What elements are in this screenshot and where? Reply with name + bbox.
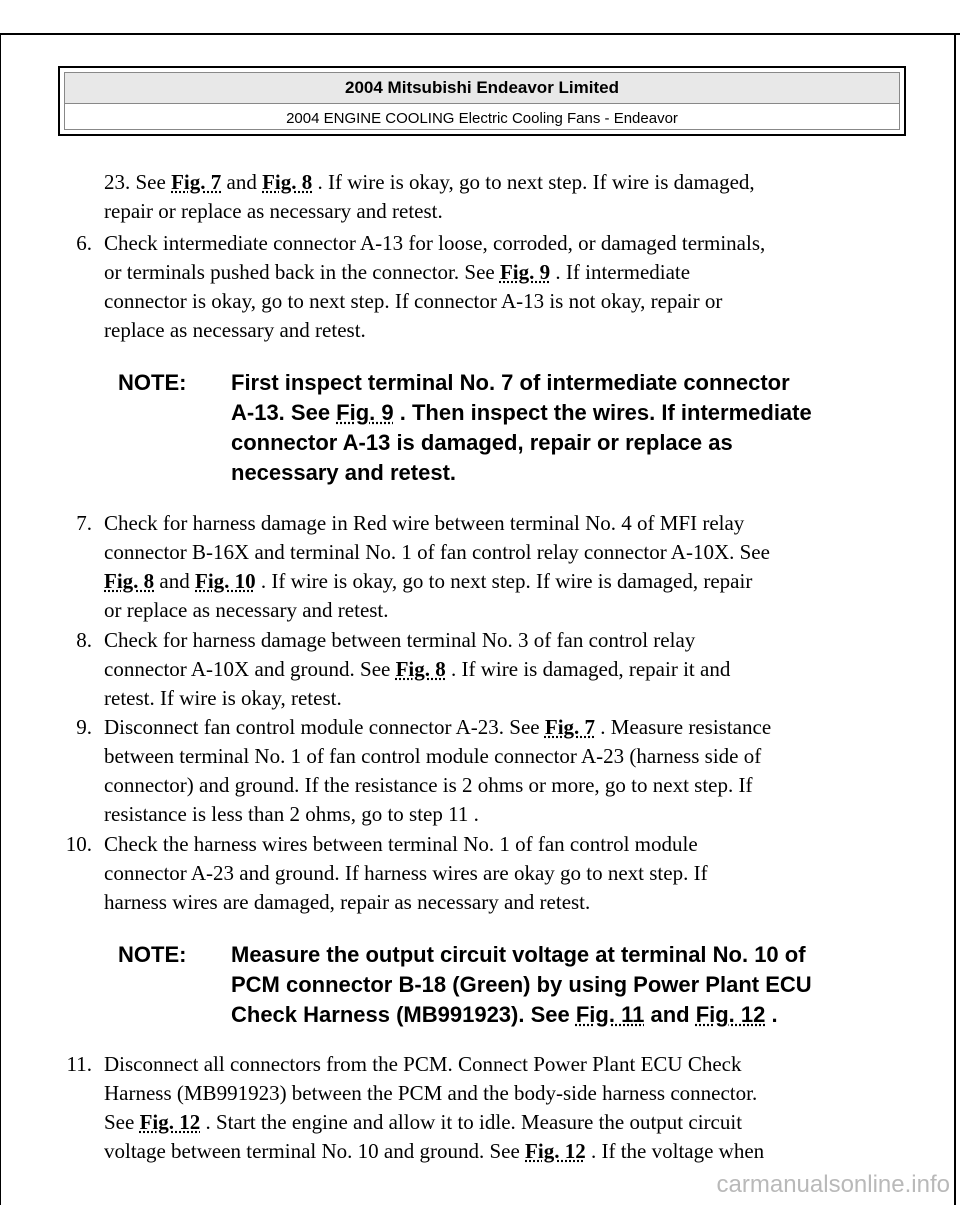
text: . [765, 1002, 778, 1027]
page-frame-top [0, 0, 960, 35]
document-header [58, 66, 906, 136]
step10-line-3: harness wires are damaged, repair as necessary and retest. [104, 890, 591, 914]
step11-line-3 [104, 1108, 742, 1137]
fig-12-link[interactable]: Fig. 12 [525, 1139, 586, 1163]
text: A-13. See [231, 400, 337, 425]
note1-line-2 [231, 398, 812, 428]
text: . Measure resistance [595, 715, 772, 739]
note2-line-2: PCM connector B-18 (Green) by using Power Plant ECU [231, 972, 812, 997]
text: 23. See [104, 170, 172, 194]
step6-line-1: Check intermediate connector A-13 for loose, corroded, or damaged terminals, [104, 231, 766, 255]
step11-line-1: Disconnect all connectors from the PCM. Connect Power Plant ECU Check [104, 1052, 742, 1076]
step9-line-4: resistance is less than 2 ohms, go to step 11 . [104, 802, 479, 826]
section-title: 2004 ENGINE COOLING Electric Cooling Fans - Endeavor [286, 110, 678, 127]
note1-line-4: necessary and retest. [231, 460, 457, 485]
text: and [221, 170, 263, 194]
step11-line-4 [104, 1137, 764, 1166]
step7-line-2: connector B-16X and terminal No. 1 of fan control relay connector A-10X. See [104, 540, 770, 564]
step-number: 9. [76, 715, 92, 739]
document-header-inner [64, 72, 900, 130]
step10-line-1: Check the harness wires between terminal No. 1 of fan control module [104, 832, 698, 856]
text: and [644, 1002, 696, 1027]
step8-line-1: Check for harness damage between terminal No. 3 of fan control relay [104, 628, 696, 652]
text: . If intermediate [550, 260, 691, 284]
note-label: NOTE: [118, 370, 187, 395]
step-number: 10. [65, 832, 92, 856]
fig-8-link[interactable]: Fig. 8 [395, 657, 446, 681]
note-label: NOTE: [118, 942, 187, 967]
text: Check Harness (MB991923). See [231, 1002, 576, 1027]
page-frame-right [954, 33, 956, 1205]
step9-line-1 [104, 713, 771, 742]
text: connector A-10X and ground. See [104, 657, 396, 681]
step-number: 11. [66, 1052, 92, 1076]
text: and [154, 569, 195, 593]
text: . If the voltage when [585, 1139, 765, 1163]
step6-line-3: connector is okay, go to next step. If connector A-13 is not okay, repair or [104, 289, 723, 313]
text: or terminals pushed back in the connector. See [104, 260, 500, 284]
text: . If wire is damaged, repair it and [445, 657, 731, 681]
step-number: 7. [76, 511, 92, 535]
step-number: 6. [76, 231, 92, 255]
step8-line-3: retest. If wire is okay, retest. [104, 686, 342, 710]
fig-9-link[interactable]: Fig. 9 [336, 400, 394, 425]
step-continued-line-1 [104, 168, 755, 197]
text: . Start the engine and allow it to idle. Measure the output circuit [200, 1110, 743, 1134]
watermark: carmanualsonline.info [716, 1171, 950, 1198]
fig-7-link[interactable]: Fig. 7 [171, 170, 222, 194]
step6-line-4: replace as necessary and retest. [104, 318, 366, 342]
step6-line-2 [104, 258, 690, 287]
step7-line-3 [104, 567, 752, 596]
step-continued-line-2: repair or replace as necessary and retest. [104, 199, 443, 223]
note2-line-3 [231, 1000, 778, 1030]
page-frame-left [0, 33, 1, 1205]
fig-8-link[interactable]: Fig. 8 [104, 569, 155, 593]
text: See [104, 1110, 140, 1134]
step10-line-2: connector A-23 and ground. If harness wires are okay go to next step. If [104, 861, 708, 885]
step9-line-3: connector) and ground. If the resistance is 2 ohms or more, go to next step. If [104, 773, 753, 797]
step7-line-1: Check for harness damage in Red wire between terminal No. 4 of MFI relay [104, 511, 745, 535]
text: Disconnect fan control module connector A-23. See [104, 715, 545, 739]
text: . Then inspect the wires. If intermediate [393, 400, 812, 425]
vehicle-title: 2004 Mitsubishi Endeavor Limited [65, 73, 899, 104]
fig-12-link[interactable]: Fig. 12 [139, 1110, 201, 1134]
text: . If wire is okay, go to next step. If wire is damaged, repair [255, 569, 753, 593]
step11-line-2: Harness (MB991923) between the PCM and the body-side harness connector. [104, 1081, 758, 1105]
fig-10-link[interactable]: Fig. 10 [195, 569, 256, 593]
step-number: 8. [76, 628, 92, 652]
note1-line-3: connector A-13 is damaged, repair or replace as [231, 430, 733, 455]
step8-line-2 [104, 655, 730, 684]
fig-7-link[interactable]: Fig. 7 [544, 715, 596, 739]
text: . If wire is okay, go to next step. If wire is damaged, [312, 170, 755, 194]
fig-12-link[interactable]: Fig. 12 [695, 1002, 766, 1027]
note2-line-1: Measure the output circuit voltage at terminal No. 10 of [231, 942, 806, 967]
fig-11-link[interactable]: Fig. 11 [575, 1002, 645, 1027]
fig-9-link[interactable]: Fig. 9 [499, 260, 551, 284]
text: voltage between terminal No. 10 and ground. See [104, 1139, 526, 1163]
step7-line-4: or replace as necessary and retest. [104, 598, 389, 622]
fig-8-link[interactable]: Fig. 8 [262, 170, 313, 194]
note1-line-1: First inspect terminal No. 7 of intermediate connector [231, 370, 790, 395]
step9-line-2: between terminal No. 1 of fan control module connector A-23 (harness side of [104, 744, 762, 768]
